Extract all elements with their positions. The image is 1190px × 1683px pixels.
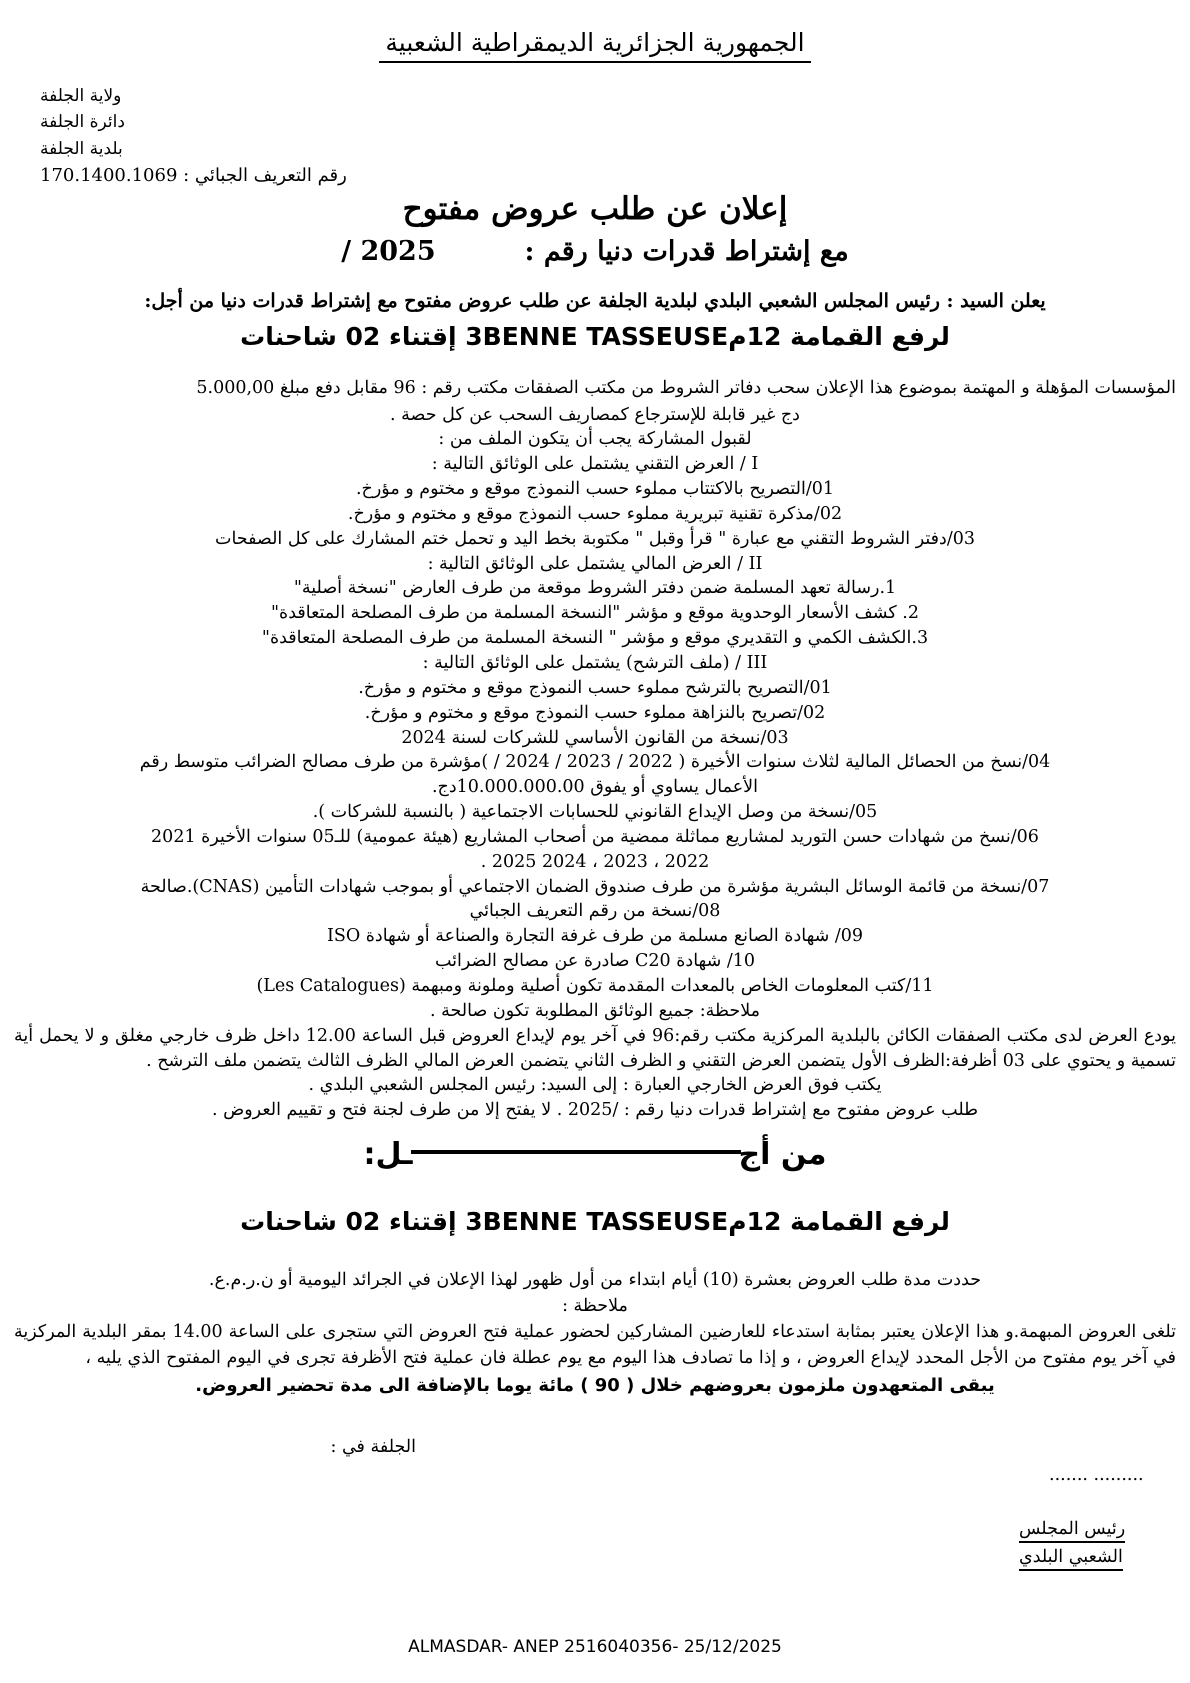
daira-line: دائرة الجلفة [40, 112, 125, 133]
deposit-paragraph: يودع العرض لدى مكتب الصفقات الكائن بالبلدية المركزية مكتب رقم:96 في آخر يوم لإيداع العروض قبل الساعة 12.00 داخل ظرف خارجي مغلق و لا يحمل أية تسمية و يحتوي على 03 أظرفة:الظرف الأول يتضمن العرض التقني و الظرف الثاني يتضمن العرض المالي الظرف الثالث يتضمن ملف الترشح . [14, 1025, 1177, 1071]
list-item: 01/التصريح بالترشح مملوء حسب النموذج موقع و مختوم و مؤرخ. [358, 677, 832, 698]
list-item: 1.رسالة تعهد المسلمة ضمن دفتر الشروط موقعة من طرف العارض "نسخة أصلية" [293, 578, 897, 599]
wilaya-line: ولاية الجلفة [40, 86, 122, 106]
list-item: 01/التصريح بالاكتتاب مملوء حسب النموذج موقع و مختوم و مؤرخ. [355, 479, 835, 500]
section-heading-candidacy: III / (ملف الترشح) يشتمل على الوثائق التالية : [422, 653, 768, 673]
date-placeholder-dots: ......... ....... [1049, 1464, 1144, 1485]
envelope-instruction-2: طلب عروض مفتوح مع إشتراط قدرات دنيا رقم : /2025 . لا يفتح إلا من طرف لجنة فتح و تقييم العروض . [211, 1100, 979, 1121]
list-item: 2. كشف الأسعار الوحدوية موقع و مؤشر "النسخة المسلمة من طرف المصلحة المتعاقدة" [270, 603, 919, 624]
document-body [0, 376, 1190, 1123]
list-item: 08/نسخة من رقم التعريف الجبائي [469, 901, 721, 922]
page-title: إعلان عن طلب عروض مفتوح [402, 191, 788, 228]
list-item: 06/نسخ من شهادات حسن التوريد لمشاريع مماثلة ممضية من أصحاب المشاريع (هيئة عمومية) للـ05 سنوات الأخيرة 2021 [151, 826, 1039, 847]
list-item: 02/تصريح بالنزاهة مملوء حسب النموذج موقع و مختوم و مؤرخ. [364, 702, 826, 723]
opening-session-note: تلغى العروض المبهمة.و هذا الإعلان يعتبر بمثابة استدعاء للعارضين المشاركين لحضور عملية فتح العروض التي ستجرى على الساعة 14.00 بمقر البلدية المركزية في آخر يوم مفتوح من الأجل المحدد لإيداع العروض ، و إذا ما تصادف هذا اليوم مع يوم عطلة فان عملية فتح الأظرفة تجرى في اليوم المفتوح الذي يليه ، [14, 1322, 1177, 1369]
sub-title-number: / 2025 [341, 235, 436, 267]
administration-address [0, 83, 1190, 162]
sub-title-prefix: مع إشتراط قدرات دنيا رقم : [524, 235, 849, 267]
announcement-line: يعلن السيد : رئيس المجلس الشعبي البلدي لبلدية الجلفة عن طلب عروض مفتوح مع إشتراط قدرات دنيا من أجل: [144, 289, 1046, 312]
republic-header [0, 0, 1190, 63]
intro-line-3: لقبول المشاركة يجب أن يتكون الملف من : [438, 429, 752, 450]
list-item: 09/ شهادة الصانع مسلمة من طرف غرفة التجارة والصناعة أو شهادة ISO [326, 926, 864, 947]
signature-block [0, 1433, 1190, 1571]
purpose-separator [0, 1137, 1190, 1172]
signatory-title-text: رئيس المجلس الشعبي البلدي [1019, 1519, 1125, 1571]
commitment-period-line: يبقى المتعهدون ملزمون بعروضهم خلال ( 90 ) مائة يوما بالإضافة الى مدة تحضير العروض. [195, 1374, 995, 1396]
section-heading-financial: II / العرض المالي يشتمل على الوثائق التالية : [427, 553, 763, 574]
validity-note: ملاحظة: جميع الوثائق المطلوبة تكون صالحة . [429, 1000, 761, 1021]
section-heading-technical: I / العرض التقني يشتمل على الوثائق التالية : [431, 454, 759, 475]
closing-block [0, 1267, 1190, 1399]
note-label: ملاحظة : [562, 1295, 628, 1316]
intro-line-2: دج غير قابلة للإسترجاع كمصاريف السحب عن كل حصة . [390, 404, 800, 425]
list-item: 03/نسخة من القانون الأساسي للشركات لسنة 2024 [401, 727, 789, 748]
list-item: 11/كتب المعلومات الخاص بالمعدات المقدمة تكون أصلية وملونة ومبهمة (Les Catalogues) [256, 975, 934, 996]
intro-line-1: المؤسسات المؤهلة و المهتمة بموضوع هذا الإعلان سحب دفاتر الشروط من مكتب الصفقات مكتب رقم : 96 مقابل دفع مبلغ 5.000,00 [196, 377, 1176, 398]
kashida-rule [411, 1150, 741, 1154]
list-item: 04/نسخ من الحصائل المالية لثلاث سنوات الأخيرة ( 2022 / 2023 / 2024 / )مؤشرة من طرف مصالح الضرائب متوسط رقم [139, 752, 1051, 773]
list-item: 02/مذكرة تقنية تبريرية مملوء حسب النموذج موقع و مختوم و مؤرخ. [347, 503, 843, 524]
list-item-continued: الأعمال يساوي أو يفوق 10.000.000.00دج. [431, 777, 758, 798]
list-item: 07/نسخة من قائمة الوسائل البشرية مؤشرة من طرف صندوق الضمان الاجتماعي أو بموجب شهادات التأمين (CNAS).صالحة [140, 876, 1050, 897]
list-item: 3.الكشف الكمي و التقديري موقع و مؤشر " النسخة المسلمة من طرف المصلحة المتعاقدة" [261, 628, 929, 649]
purpose-label-start: من أج [738, 1137, 827, 1173]
republic-title: الجمهورية الجزائرية الديمقراطية الشعبية [379, 28, 810, 63]
signatory-title [14, 1515, 1176, 1571]
purpose-label-end: ـل: [363, 1137, 413, 1173]
project-title: لرفع القمامة 12م3BENNE TASSEUSE إقتناء 02 شاحنات [240, 322, 950, 352]
footer-reference: ALMASDAR- ANEP 2516040356- 25/12/2025 [408, 1637, 782, 1657]
project-title-repeat: لرفع القمامة 12م3BENNE TASSEUSE إقتناء 02 شاحنات [240, 1207, 950, 1237]
list-item: 03/دفتر الشروط التقني مع عبارة " قرأ وقبل " مكتوبة بخط اليد و تحمل ختم المشارك على كل الصفحات [214, 528, 976, 549]
tax-id-line: رقم التعريف الجبائي : 170.1400.1069 [40, 165, 347, 187]
baladia-line: بلدية الجلفة [40, 138, 123, 159]
city-date-label: الجلفة في : [330, 1436, 416, 1457]
offer-duration-line: حددت مدة طلب العروض بعشرة (10) أيام ابتداء من أول ظهور لهذا الإعلان في الجرائد اليومية أو ن.ر.م.ع. [208, 1269, 982, 1290]
envelope-instruction-1: يكتب فوق العرض الخارجي العبارة : إلى السيد: رئيس المجلس الشعبي البلدي . [308, 1075, 882, 1096]
list-item: 05/نسخة من وصل الإيداع القانوني للحسابات الاجتماعية ( بالنسبة للشركات ). [312, 802, 878, 823]
sub-title [0, 235, 1190, 269]
list-item: 10/ شهادة C20 صادرة عن مصالح الضرائب [434, 951, 756, 972]
list-item-continued: 2022 ، 2023 ، 2024 2025 . [480, 851, 710, 872]
